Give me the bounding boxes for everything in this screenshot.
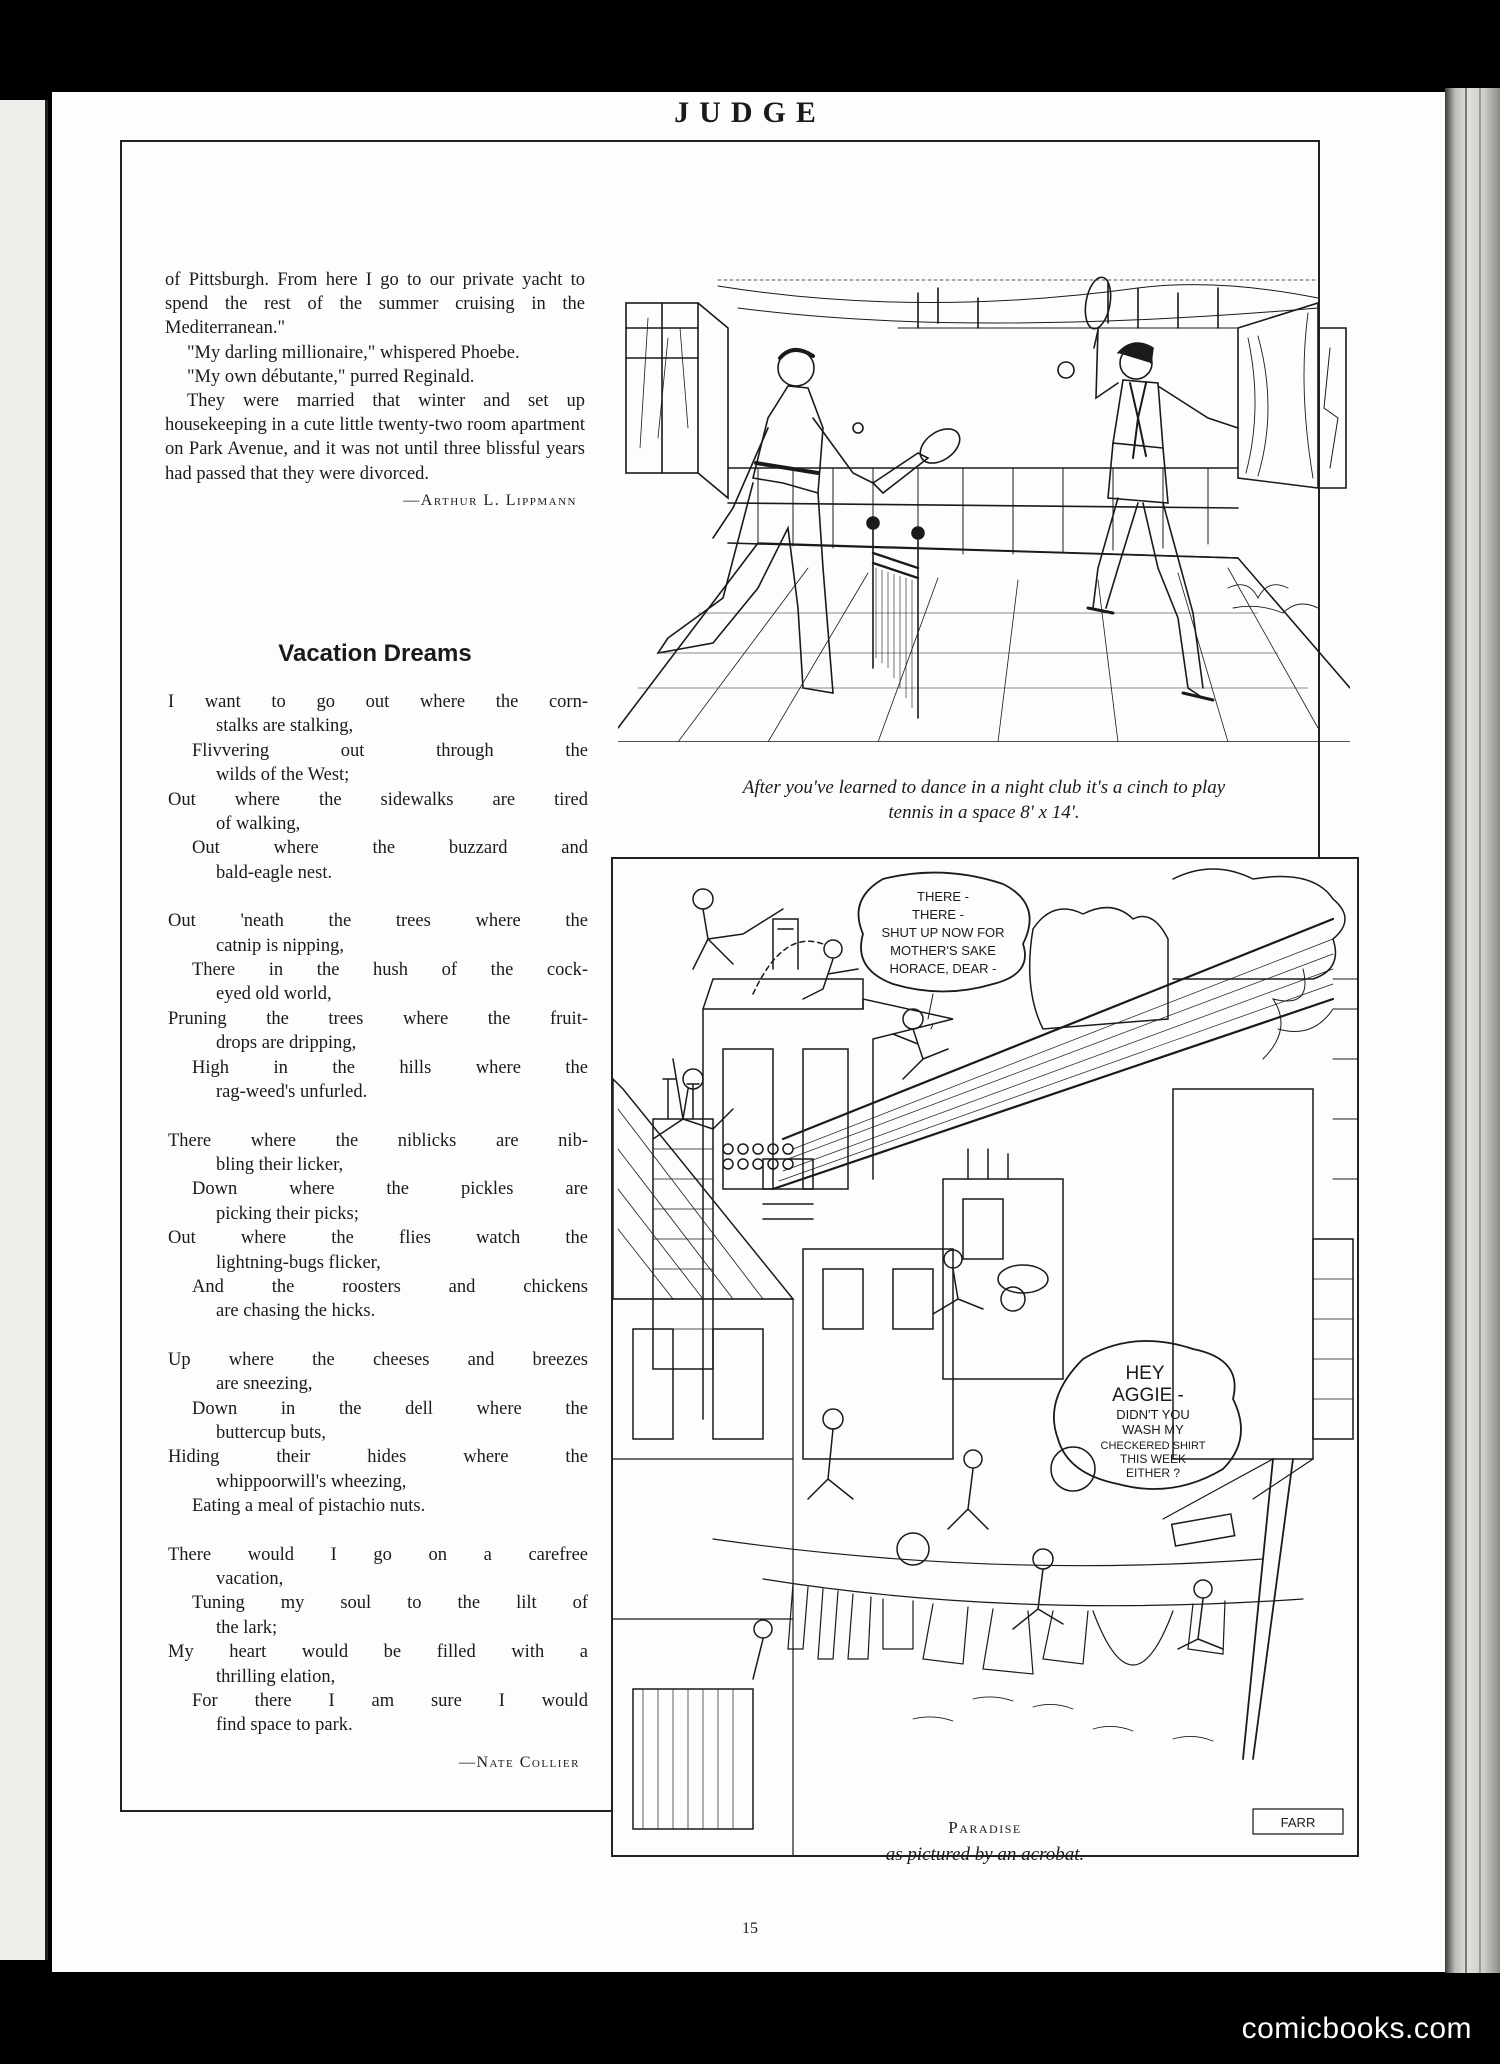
poem-body <box>168 690 588 1772</box>
poem-line: rag-weed's unfurled. <box>216 1082 368 1103</box>
story-paragraph: "My darling millionaire," whispered Phoebe. <box>187 342 520 363</box>
page-number: 15 <box>742 1920 758 1937</box>
balloon-line: WASH MY <box>1122 1422 1184 1437</box>
poem-line: whippoorwill's wheezing, <box>216 1471 407 1492</box>
poem-line: lightning-bugs flicker, <box>216 1252 381 1273</box>
poem-line: buttercup buts, <box>216 1422 326 1443</box>
balloon-2-text <box>1101 1363 1206 1480</box>
poem-line: are sneezing, <box>216 1374 313 1395</box>
poem-line: thrilling elation, <box>216 1666 336 1687</box>
poem-line: vacation, <box>216 1569 284 1589</box>
poem-line: I want to go out where the corn- <box>168 692 588 712</box>
poem-stanza <box>168 1543 588 1738</box>
balloon-line: THERE - <box>917 889 969 904</box>
poem-stanza <box>168 690 588 885</box>
facing-page-edge <box>0 100 48 1960</box>
poem-line: There would I go on a carefree <box>168 1544 588 1565</box>
poem-line: Down where the pickles are <box>192 1179 588 1200</box>
poem-line: the lark; <box>216 1617 278 1638</box>
poem-line: catnip is nipping, <box>216 935 344 956</box>
poem-line: of walking, <box>216 814 301 835</box>
balloon-line: DIDN'T YOU <box>1116 1407 1190 1422</box>
tennis-cartoon <box>618 268 1350 742</box>
poem-line: Out 'neath the trees where the <box>168 911 588 932</box>
poem-line: My heart would be filled with a <box>168 1642 588 1663</box>
poem-line: Tuning my soul to the lilt of <box>192 1593 588 1614</box>
poem-title: Vacation Dreams <box>278 640 472 667</box>
balloon-line: CHECKERED SHIRT <box>1100 1440 1206 1452</box>
masthead: JUDGE <box>674 96 826 129</box>
balloon-line: SHUT UP NOW FOR <box>881 925 1005 940</box>
balloon-line: EITHER ? <box>1125 1466 1181 1480</box>
balloon-line: HEY <box>1125 1363 1165 1384</box>
paradise-cartoon <box>611 857 1359 1857</box>
poem-line: are chasing the hicks. <box>216 1301 376 1322</box>
story-column <box>165 268 585 510</box>
poem-stanza <box>168 909 588 1104</box>
balloon-line: AGGIE - <box>1112 1385 1184 1406</box>
story-paragraph: of Pittsburgh. From here I go to our private yacht to spend the rest of the summer cruising in the Mediterranean." <box>165 270 585 339</box>
poem-line: Pruning the trees where the fruit- <box>168 1008 588 1029</box>
paradise-subtitle: as pictured by an acrobat. <box>885 1844 1085 1865</box>
poem-line: There in the hush of the cock- <box>192 960 588 981</box>
poem-stanza <box>168 1348 588 1519</box>
poem-line: picking their picks; <box>216 1203 359 1224</box>
poem-line: stalks are stalking, <box>216 716 354 737</box>
paradise-title: Paradise <box>948 1818 1022 1837</box>
poem-line: bald-eagle nest. <box>216 862 333 883</box>
balloon-1-text <box>881 889 1004 976</box>
story-paragraph: They were married that winter and set up housekeeping in a cute little twenty-two room apartment on Park Avenue, and it was not until three blissful years had passed that they were divorced. <box>165 391 585 484</box>
artist-signature: FARR <box>1280 1815 1316 1830</box>
poem-line: Flivvering out through the <box>192 740 588 761</box>
poem-line: drops are dripping, <box>216 1033 357 1054</box>
poem-stanzas <box>168 690 588 1738</box>
poem-line: There where the niblicks are nib- <box>168 1130 588 1151</box>
page-stack-edge <box>1445 88 1500 1973</box>
poem-line: Down in the dell where the <box>192 1398 588 1419</box>
poem-line: find space to park. <box>216 1715 353 1736</box>
story-paragraph: "My own débutante," purred Reginald. <box>187 366 475 387</box>
caption-line: After you've learned to dance in a night club it's a cinch to play <box>742 777 1226 798</box>
poem-line: bling their licker, <box>216 1154 344 1175</box>
balloon-line: THIS WEEK <box>1119 1452 1187 1466</box>
poem-stanza <box>168 1129 588 1324</box>
poem-byline: —Nate Collier <box>459 1753 580 1771</box>
poem-line: Out where the flies watch the <box>168 1228 588 1249</box>
story-byline: —Arthur L. Lippmann <box>403 491 577 509</box>
poem-line: eyed old world, <box>216 984 332 1005</box>
poem-line: wilds of the West; <box>216 765 350 786</box>
paradise-drawing <box>613 859 1357 1855</box>
poem-line: Up where the cheeses and breezes <box>168 1349 588 1370</box>
tennis-cartoon-caption <box>618 775 1350 825</box>
poem-line: High in the hills where the <box>192 1057 588 1078</box>
watermark: comicbooks.com <box>1241 2012 1472 2045</box>
poem-line: Hiding their hides where the <box>168 1447 588 1468</box>
poem-line: Out where the buzzard and <box>192 838 588 859</box>
poem-line: And the roosters and chickens <box>192 1276 588 1297</box>
balloon-line: HORACE, DEAR - <box>889 961 997 976</box>
poem-line: For there I am sure I would <box>192 1691 588 1712</box>
balloon-line: MOTHER'S SAKE <box>890 943 996 958</box>
caption-line: tennis in a space 8' x 14'. <box>888 802 1080 823</box>
balloon-line: THERE - <box>912 907 964 922</box>
poem-line: Eating a meal of pistachio nuts. <box>192 1496 426 1517</box>
poem-line: Out where the sidewalks are tired <box>168 789 588 810</box>
